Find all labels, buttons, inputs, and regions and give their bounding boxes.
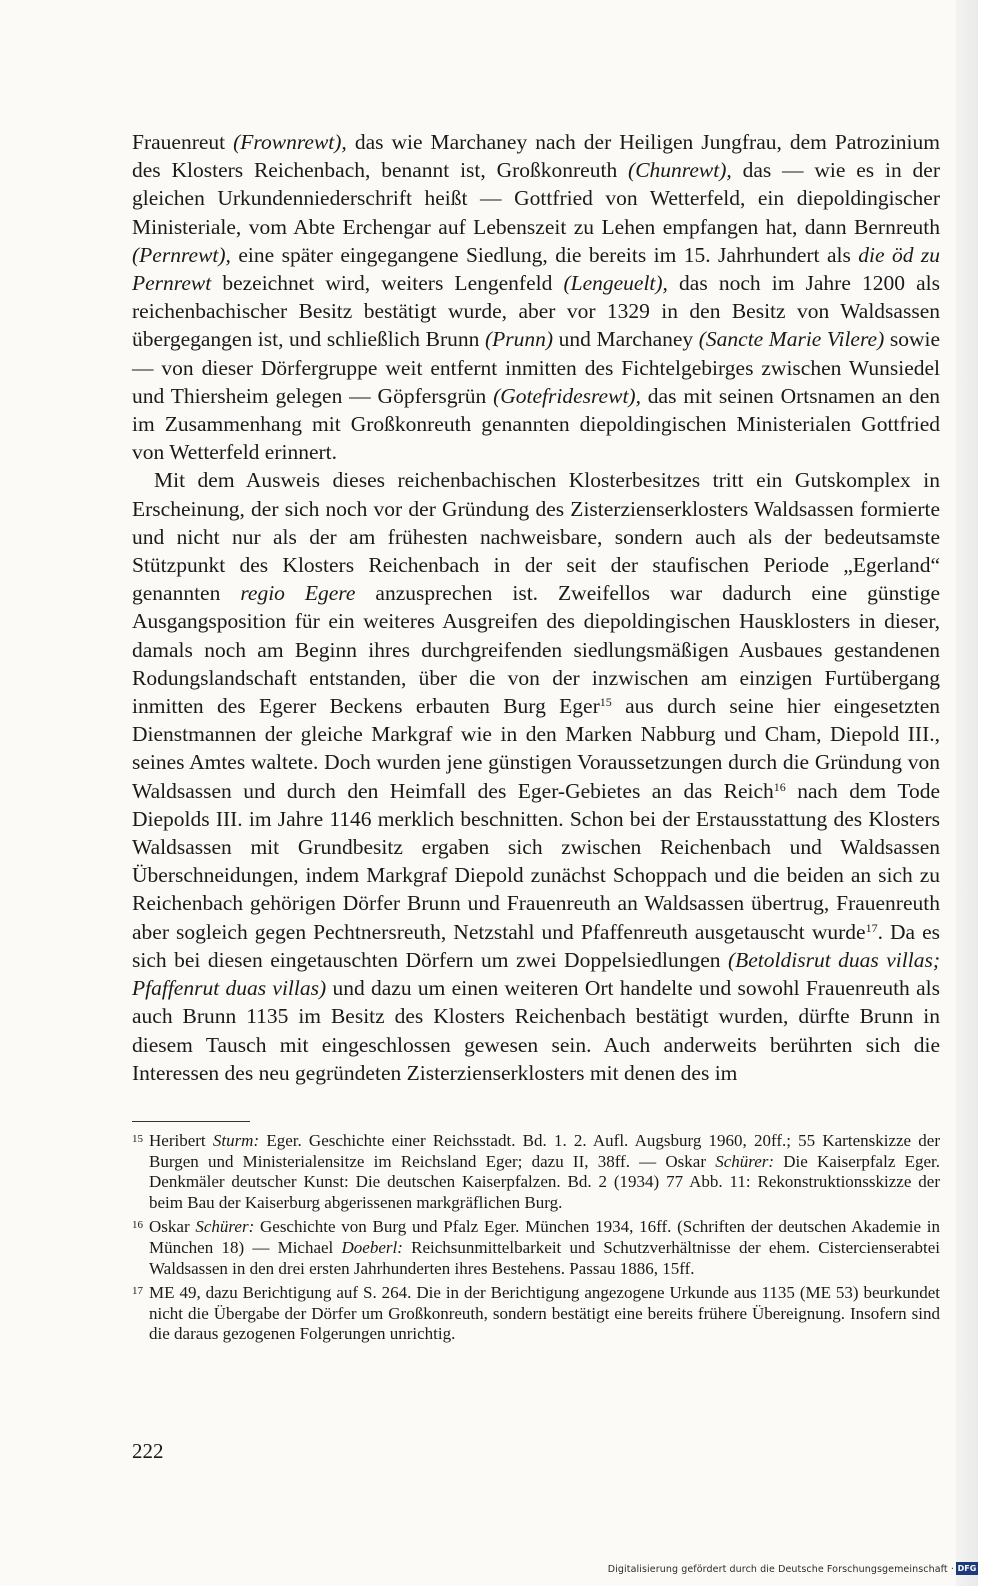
- italic-text: Sturm:: [212, 1131, 260, 1150]
- italic-text: (Lengeuelt),: [563, 271, 668, 296]
- footnote-number: 17: [132, 1285, 143, 1298]
- footnotes: [132, 1131, 940, 1349]
- footnote-reference: 16: [773, 779, 786, 794]
- main-text: [132, 128, 940, 1087]
- italic-text: regio Egere: [240, 581, 356, 606]
- italic-text: Schürer:: [195, 1217, 255, 1237]
- digitization-credit: Digitalisierung gefördert durch die Deutsche Forschungsgemeinschaft ·: [607, 1564, 954, 1575]
- italic-text: (Sancte Marie Vilere): [698, 327, 885, 352]
- footnote-number: 15: [132, 1133, 143, 1145]
- footnote-reference: 15: [599, 695, 612, 710]
- italic-text: (Betoldisrut duas villas; Pfaffenrut duas villas): [132, 947, 940, 1001]
- page-number: 222: [132, 1439, 164, 1463]
- italic-text: (Prunn): [484, 327, 554, 352]
- page-edge-shadow: [956, 0, 978, 1586]
- footnote-reference: 17: [865, 920, 878, 935]
- footnote-17: [132, 1283, 940, 1345]
- footnote-separator: [132, 1121, 250, 1122]
- italic-text: die öd zu Pernrewt: [132, 242, 940, 296]
- dfg-logo: DFG: [957, 1564, 977, 1573]
- footnote-text: Heribert Sturm: Eger. Geschichte einer Reichsstadt. Bd. 1. 2. Aufl. Augsburg 1960, 20ff.; 55 Kartenskizze der Burgen und Ministerialensitze im Reichsland Eger; dazu II, 38ff. — Oskar Schürer: Die Kaiserpfalz Eger. Denkmäler deutscher Kunst: Die deutschen Kaiserpfalzen. Bd. 2 (1934) 77 Abb. 11: Rekonstruktionsskizze der beim Bau der Kaiserburg abgerissenen markgräflichen Burg.: [149, 1131, 940, 1212]
- paragraph-1: Frauenreut (Frownrewt), das wie Marchaney nach der Heiligen Jungfrau, dem Patrozinium des Klosters Reichenbach, benannt ist, Großkonreuth (Chunrewt), das — wie es in der gleichen Urkundenniederschrift heißt — Gottfried von Wetterfeld, ein diepoldingischer Ministeriale, vom Abte Erchengar auf Lebenszeit zu Lehen empfangen hat, dann Bernreuth (Pernrewt), eine später eingegangene Siedlung, die bereits im 15. Jahrhundert als die öd zu Pernrewt bezeichnet wird, weiters Lengenfeld (Lengeuelt), das noch im Jahre 1200 als reichenbachischer Besitz bestätigt wurde, aber vor 1329 in den Besitz von Waldsassen übergegangen ist, und schließlich Brunn (Prunn) und Marchaney (Sancte Marie Vilere) sowie — von dieser Dörfergruppe weit entfernt inmitten des Fichtelgebirges zwischen Wunsiedel und Thiersheim gelegen — Göpfersgrün (Gotefridesrewt), das mit seinen Ortsnamen an den im Zusammenhang mit Großkonreuth genannten diepoldingischen Ministerialen Gottfried von Wetterfeld erinnert.: [132, 130, 940, 465]
- italic-text: Doeberl:: [341, 1237, 403, 1257]
- italic-text: (Chunrewt),: [628, 158, 732, 183]
- footnote-16: [132, 1217, 940, 1279]
- paragraph-2: Mit dem Ausweis dieses reichenbachischen Klosterbesitzes tritt ein Gutskomplex in Erscheinung, der sich noch vor der Gründung des Zisterzienserklosters Waldsassen formierte und nicht nur als der am frühesten nachweisbare, sondern auch als der bedeutsamste Stützpunkt des Klosters Reichenbach in der seit der staufischen Periode „Egerland“ genannten regio Egere anzusprechen ist. Zweifellos war dadurch eine günstige Ausgangsposition für ein weiteres Ausgreifen des diepoldingischen Hausklosters in dieser, damals noch am Beginn ihres durchgreifenden siedlungsmäßigen Ausbaues gestandenen Rodungslandschaft entstanden, über die von der inzwischen am einzigen Furtübergang inmitten des Egerer Beckens erbauten Burg Eger$^{15}$ aus durch seine hier eingesetzten Dienstmannen der gleiche Markgraf wie in den Marken Nabburg und Cham, Diepold III., seines Amtes waltete. Doch wurden jene günstigen Voraussetzungen durch die Gründung von Waldsassen und durch den Heimfall des Eger-Gebietes an das Reich$^{16}$ nach dem Tode Diepolds III. im Jahre 1146 merklich beschnitten. Schon bei der Erstausstattung des Klosters Waldsassen mit Grundbesitz ergaben sich zwischen Reichenbach und Waldsassen Überschneidungen, indem Markgraf Diepold zunächst Schoppach und die beiden an sich zu Reichenbach gehörigen Dörfer Brunn und Frauenreuth an Waldsassen übertrug, Frauenreuth aber sogleich gegen Pechtnersreuth, Netzstahl und Pfaffenreuth ausgetauscht wurde$^{17}$. Da es sich bei diesen eingetauschten Dörfern um zwei Doppelsiedlungen (Betoldisrut duas villas; Pfaffenrut duas villas) und dazu um einen weiteren Ort handelte und sowohl Frauenreuth als auch Brunn 1135 im Besitz des Klosters Reichenbach bestätigt wurden, dürfte Brunn in diesem Tausch mit eingeschlossen gewesen sein. Auch anderweits berührten sich die Interessen des neu gegründeten Zisterzienserklosters mit denen des im: [132, 468, 941, 1085]
- italic-text: (Pernrewt),: [132, 242, 231, 267]
- italic-text: (Gotefridesrewt),: [493, 383, 641, 408]
- italic-text: Schürer:: [715, 1151, 775, 1171]
- footnote-number: 16: [132, 1219, 143, 1232]
- footnote-text: Oskar Schürer: Geschichte von Burg und Pfalz Eger. München 1934, 16ff. (Schriften der deutschen Akademie in München 18) — Michael Doeberl: Reichsunmittelbarkeit und Schutzverhältnisse der ehem. Cistercienserabtei Waldsassen in den drei ersten Jahrhunderten ihres Bestehens. Passau 1886, 15ff.: [149, 1217, 940, 1278]
- footnote-15: [132, 1131, 940, 1213]
- italic-text: (Frownrewt),: [233, 130, 347, 154]
- footnote-text: ME 49, dazu Berichtigung auf S. 264. Die in der Berichtigung angezogene Urkunde aus 1135 (ME 53) beurkundet nicht die Übergabe der Dörfer um Großkonreuth, sondern bestätigt eine bereits frühere Übereignung. Insofern sind die daraus gezogenen Folgerungen unrichtig.: [149, 1283, 940, 1344]
